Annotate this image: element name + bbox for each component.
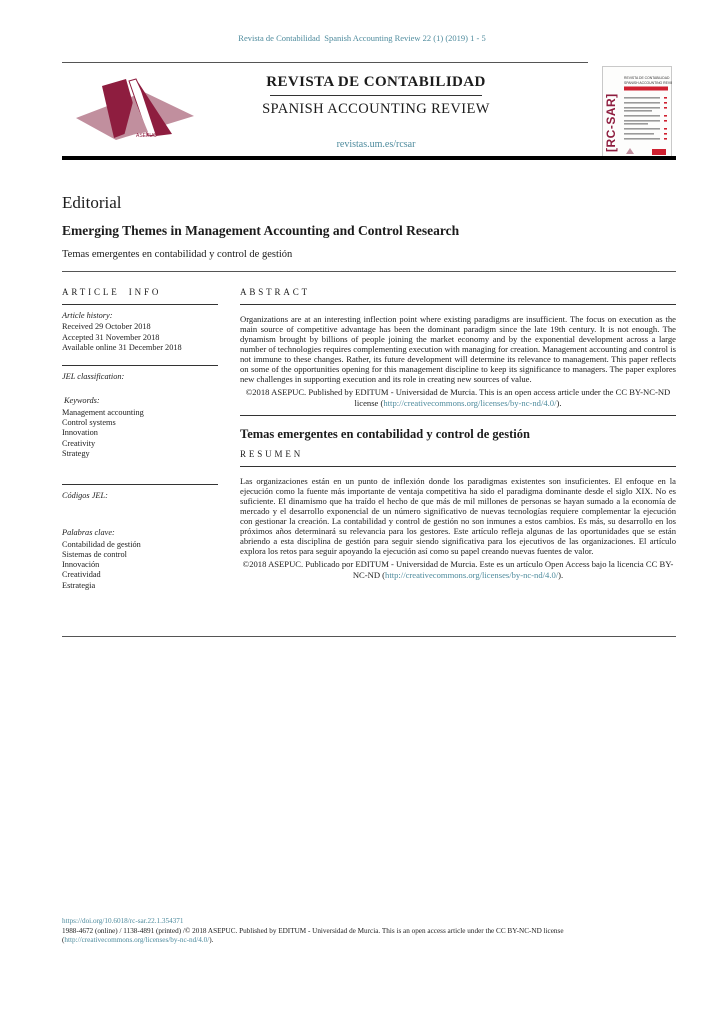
resumen-title: Temas emergentes en contabilidad y control de gestión [240, 426, 530, 441]
article-history-label: Article history: [62, 311, 113, 320]
section-label: Editorial [62, 193, 122, 212]
cover-spine-text: [RC-SAR] [604, 93, 618, 152]
palabra-item: Estrategia [62, 580, 96, 590]
copyright-es [240, 559, 676, 580]
history-item: Available online 31 December 2018 [62, 342, 182, 352]
running-head: Revista de Contabilidad Spanish Accounting Review 22 (1) (2019) 1 - 5 [238, 33, 486, 43]
resumen-heading: RESUMEN [240, 448, 304, 459]
copyright-en [240, 387, 676, 408]
doi-link[interactable]: https://doi.org/10.6018/rc-sar.22.1.354371 [62, 917, 184, 925]
header-black-bar [62, 156, 676, 160]
abstract-text-es: Las organizaciones están en un punto de inflexión donde los paradigmas existentes son insuficientes. El enfoque en la ejecución como la fuente más importante de ventaja competitiva ha sido el paradigma dominante desde el siglo XIX. No es suficiente. El dinamismo que ha traído el hecho de que más de mil millones de personas se hayan sumado a la economía de mercado y el desarrollo exponencial de un número significativo de nuevas tecnologías requiere complementar la ejecución con gestionar la creación. La contabilidad y control de gestión no son inmunes a estos cambios. Es más, su desarrollo en los próximos años determinará su relevancia para los gestores. Este artículo refleja algunas de las oportunidades que se están abriendo a esta disciplina de gestión para seguir siendo significativa para los ejecutivos de las organizaciones. El artículo explora los retos para seguir apoyando la ejecución así como su papel creando nuevas fuentes de valor. [240, 475, 676, 557]
abstract-heading: ABSTRACT [240, 287, 311, 297]
keyword-item: Management accounting [62, 407, 144, 417]
journal-cover-icon [602, 66, 672, 160]
palabra-item: Sistemas de control [62, 549, 127, 559]
abstract-column [240, 287, 676, 580]
keywords-list [62, 408, 218, 459]
masthead-divider [270, 95, 482, 96]
history-item: Accepted 31 November 2018 [62, 332, 160, 342]
journal-title: REVISTA DE CONTABILIDAD [266, 74, 486, 90]
abstract-bottom-rule [62, 636, 676, 637]
article-info-rule [62, 304, 218, 305]
codigos-jel-label: Códigos JEL: [62, 491, 108, 500]
palabra-item: Creatividad [62, 570, 101, 580]
issn-line-close: ). [209, 936, 214, 944]
cover-title-text: REVISTA DE CONTABILIDAD [624, 76, 670, 80]
keyword-item: Innovation [62, 428, 98, 438]
journal-website-link[interactable]: revistas.um.es/rcsar [336, 139, 416, 150]
article-info-heading: ARTICLE INFO [62, 287, 162, 297]
palabras-clave-label: Palabras clave: [62, 528, 115, 538]
asepuc-logo-icon [76, 76, 198, 150]
logo-wordmark: ASEPUC [136, 133, 157, 139]
masthead [226, 74, 526, 150]
palabra-item: Innovación [62, 560, 100, 570]
asepuc-logo [76, 76, 198, 150]
keyword-item: Creativity [62, 438, 96, 448]
jel-label: JEL classification: [62, 372, 125, 382]
history-item: Received 29 October 2018 [62, 322, 151, 332]
article-history-list [62, 322, 218, 353]
abstract-rule [240, 304, 676, 305]
codigos-rule [62, 484, 218, 485]
copyright-en-close: ). [556, 397, 562, 408]
palabra-item: Contabilidad de gestión [62, 539, 141, 549]
cc-license-link-footer[interactable]: http://creativecommons.org/licenses/by-nc-nd/4.0/ [64, 936, 210, 944]
resumen-top-rule [240, 415, 676, 416]
article-title-en: Emerging Themes in Management Accounting and Control Research [62, 223, 460, 238]
title-rule [62, 271, 676, 272]
copyright-en-text: ©2018 ASEPUC. Published by EDITUM - Universidad de Murcia. This is an open access article under the CC BY-NC-ND license ( [245, 387, 671, 408]
article-info-column-spanish [62, 484, 218, 591]
article-info-column [62, 287, 218, 459]
cc-license-link-es[interactable]: http://creativecommons.org/licenses/by-nc-nd/4.0/ [385, 569, 559, 580]
article-title-es: Temas emergentes en contabilidad y control de gestión [62, 249, 293, 260]
cover-subtitle-text: SPANISH ACCOUNTING REVIEW [624, 81, 672, 85]
keyword-item: Strategy [62, 448, 90, 458]
cc-license-link-en[interactable]: http://creativecommons.org/licenses/by-nc-nd/4.0/ [383, 397, 557, 408]
copyright-es-text: ©2018 ASEPUC. Publicado por EDITUM - Universidad de Murcia. Este es un artículo Open Access bajo la licencia CC BY-NC-ND ( [242, 559, 674, 580]
cover-banner [624, 87, 668, 91]
keyword-item: Control systems [62, 417, 116, 427]
page-footer [62, 917, 676, 946]
copyright-es-close: ). [558, 569, 564, 580]
issn-line: 1988-4672 (online) / 1138-4891 (printed) /© 2018 ASEPUC. Published by EDITUM - Universidad de Murcia. This is an open access article under the CC BY-NC-ND license ( [62, 926, 564, 944]
keywords-label: Keywords: [64, 396, 100, 406]
resumen-rule [240, 466, 676, 467]
history-rule [62, 365, 218, 366]
abstract-text-en: Organizations are at an interesting inflection point where existing paradigms are insufficient. The focus on execution as the main source of competitive advantage has been the dominant paradigm since the late 19th century. It is not enough. The dynamism brought by billions of people joining the market economy and by the exponential development across a large number of technologies requires complementing execution with managing for creation. Management accounting and control is not immune to these changes. Rather, its future development will determine its relevance to management. This paper reflects on some of the opportunities opening for this management discipline to keep its significance to managers. The paper explores new challenges in supporting execution and its role in creating new sources of value. [240, 314, 676, 385]
journal-cover-thumbnail [602, 66, 672, 160]
cover-publisher-mark [652, 149, 666, 155]
journal-subtitle: SPANISH ACCOUNTING REVIEW [262, 101, 490, 117]
palabras-list [62, 540, 218, 591]
header-rule [62, 62, 588, 63]
